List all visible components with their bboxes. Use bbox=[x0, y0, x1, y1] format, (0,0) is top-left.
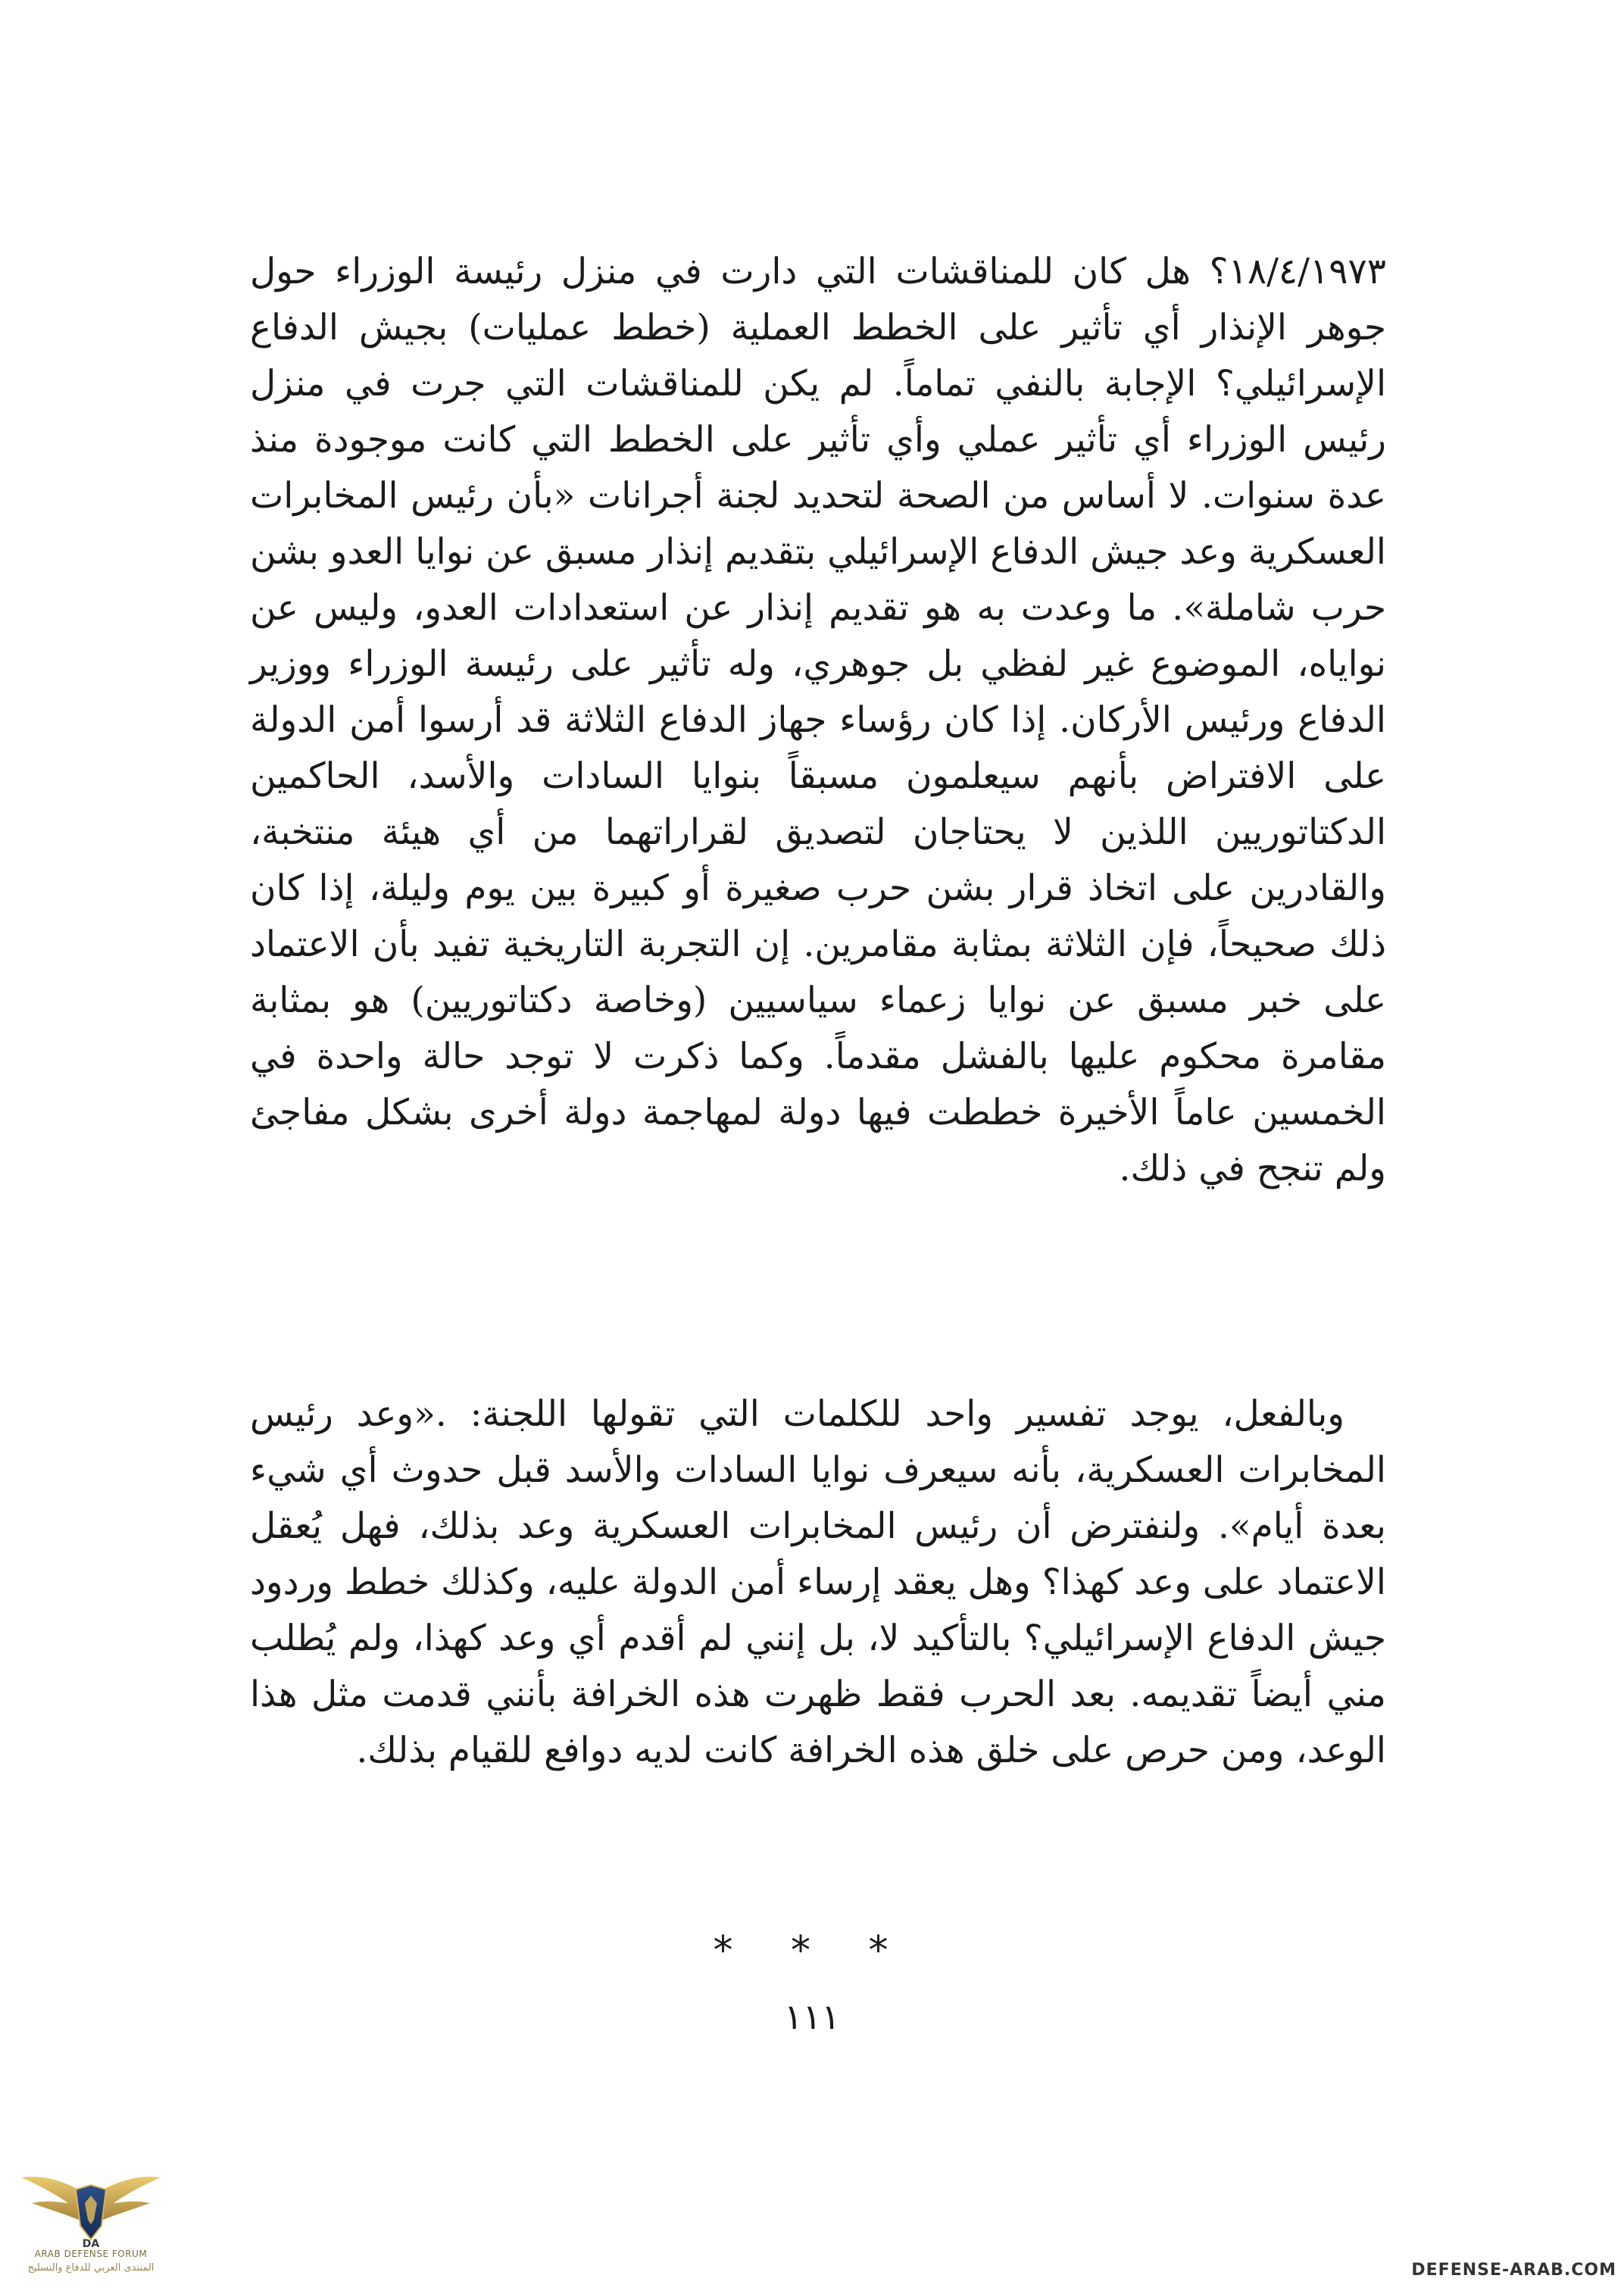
svg-text:DA: DA bbox=[82, 2238, 100, 2250]
page-number: ١١١ bbox=[783, 1996, 841, 2037]
body-paragraph-2: وبالفعل، يوجد تفسير واحد للكلمات التي تقولها اللجنة: .«وعد رئيس المخابرات العسكرية، بأنه سيعرف نوايا السادات والأسد قبل حدوث أي شيء بعدة أيام». ولنفترض أن رئيس المخابرات العسكرية وعد بذلك، فهل يُعقل الاعتماد على وعد كهذا؟ وهل يعقد إرساء أمن الدولة عليه، وكذلك خطط وردود جيش الدفاع الإسرائيلي؟ بالتأكيد لا، بل إنني لم أقدم أي وعد كهذا، ولم يُطلب مني أيضاً تقديمه. بعد الحرب فقط ظهرت هذه الخرافة بأنني قدمت مثل هذا الوعد، ومن حرص على خلق هذه الخرافة كانت لديه دوافع للقيام بذلك. bbox=[250, 1393, 1387, 1771]
forum-name-english: ARAB DEFENSE FORUM bbox=[34, 2249, 148, 2259]
site-url-watermark: DEFENSE-ARAB.COM bbox=[1411, 2261, 1616, 2280]
body-paragraph-1: ١٨/٤/١٩٧٣؟ هل كان للمناقشات التي دارت في منزل رئيسة الوزراء حول جوهر الإنذار أي تأثير على الخطط العملية (خطط عمليات) بجيش الدفاع الإسرائيلي؟ الإجابة بالنفي تماماً. لم يكن للمناقشات التي جرت في منزل رئيس الوزراء أي تأثير عملي وأي تأثير على الخطط التي كانت موجودة منذ عدة سنوات. لا أساس من الصحة لتحديد لجنة أجرانات «بأن رئيس المخابرات العسكرية وعد جيش الدفاع الإسرائيلي بتقديم إنذار مسبق عن نوايا العدو بشن حرب شاملة». ما وعدت به هو تقديم إنذار عن استعدادات العدو، وليس عن نواياه، الموضوع غير لفظي بل جوهري، وله تأثير على رئيسة الوزراء ووزير الدفاع ورئيس الأركان. إذا كان رؤساء جهاز الدفاع الثلاثة قد أرسوا أمن الدولة على الافتراض بأنهم سيعلمون مسبقاً بنوايا السادات والأسد، الحاكمين الدكتاتوريين اللذين لا يحتاجان لتصديق لقراراتهما من أي هيئة منتخبة، والقادرين على اتخاذ قرار بشن حرب صغيرة أو كبيرة بين يوم وليلة، إذا كان ذلك صحيحاً، فإن الثلاثة بمثابة مقامرين. إن التجربة التاريخية تفيد بأن الاعتماد على خبر مسبق عن نوايا زعماء سياسيين (وخاصة دكتاتوريين) هو بمثابة مقامرة محكوم عليها بالفشل مقدماً. وكما ذكرت لا توجد حالة واحدة في الخمسين عاماً الأخيرة خططت فيها دولة لمهاجمة دولة أخرى بشكل مفاجئ ولم تنجح في ذلك. bbox=[250, 251, 1386, 1189]
forum-name-arabic: المنتدى العربي للدفاع والتسليح bbox=[27, 2262, 155, 2274]
forum-logo-watermark bbox=[15, 2167, 167, 2280]
section-separator: * * * bbox=[713, 1928, 911, 1974]
eagle-wings-icon bbox=[15, 2167, 167, 2250]
